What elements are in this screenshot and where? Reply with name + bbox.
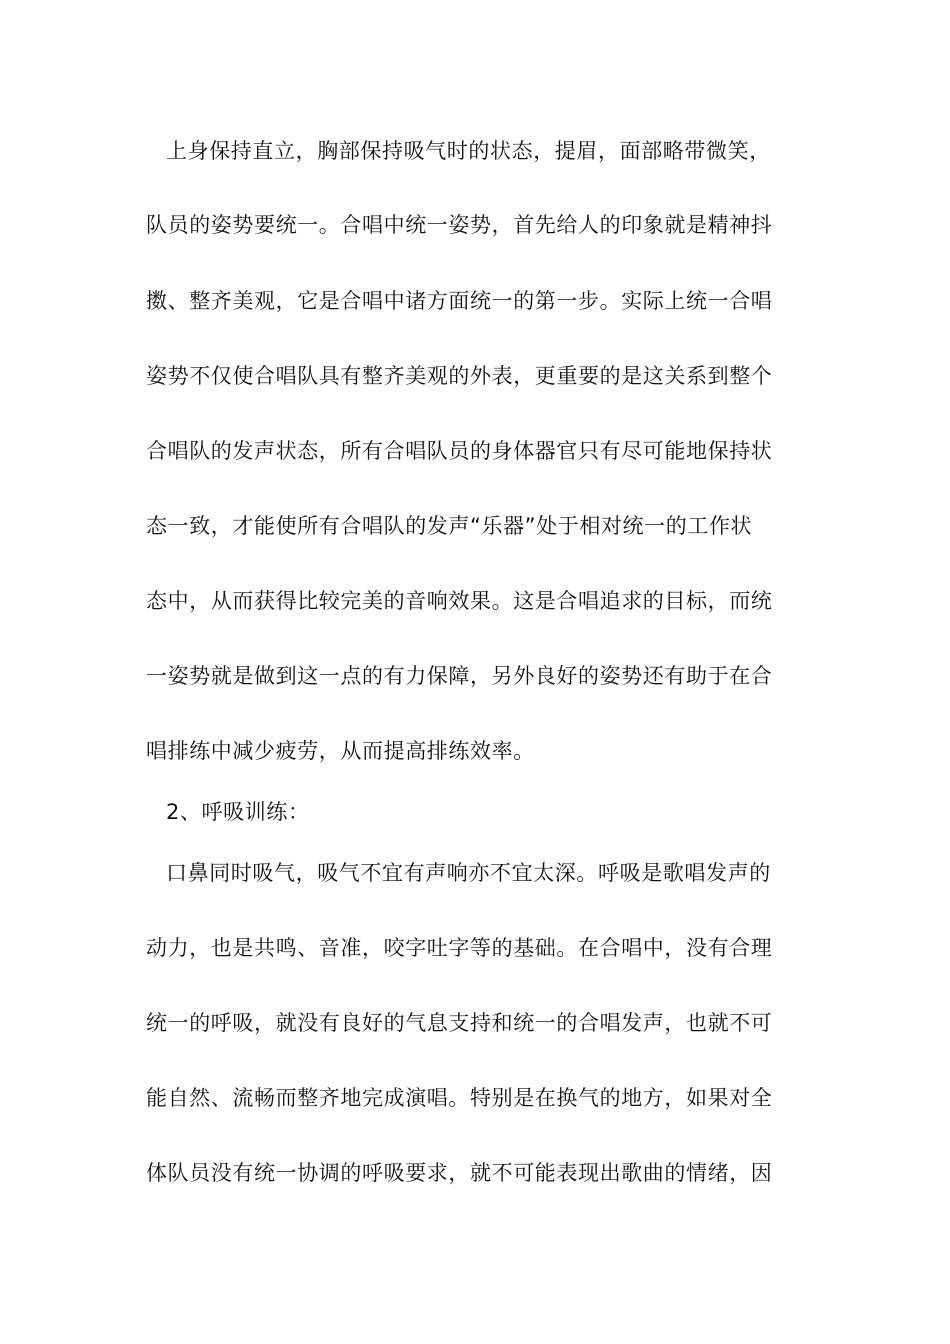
paragraph-2-line-5: 体队员没有统一协调的呼吸要求，就不可能表现出歌曲的情绪，因: [146, 1161, 773, 1185]
paragraph-2-line-2: 动力，也是共鸣、音准，咬字吐字等的基础。在合唱中，没有合理: [146, 936, 773, 960]
paragraph-2-line-3: 统一的呼吸，就没有良好的气息支持和统一的合唱发声，也就不可: [146, 1011, 773, 1035]
paragraph-1-line-4: 姿势不仅使合唱队具有整齐美观的外表，更重要的是这关系到整个: [146, 364, 773, 388]
paragraph-1-line-3: 擞、整齐美观，它是合唱中诸方面统一的第一步。实际上统一合唱: [146, 289, 773, 313]
paragraph-2-line-1: 口鼻同时吸气，吸气不宜有声响亦不宜太深。呼吸是歌唱发声的: [166, 861, 771, 885]
paragraph-2-line-4: 能自然、流畅而整齐地完成演唱。特别是在换气的地方，如果对全: [146, 1086, 773, 1110]
paragraph-1-line-6: 态一致，才能使所有合唱队的发声“乐器”处于相对统一的工作状: [146, 514, 753, 538]
paragraph-1-line-2: 队员的姿势要统一。合唱中统一姿势，首先给人的印象就是精神抖: [146, 213, 773, 237]
paragraph-1-line-7: 态中，从而获得比较完美的音响效果。这是合唱追求的目标，而统: [146, 589, 773, 613]
paragraph-1-line-5: 合唱队的发声状态，所有合唱队员的身体器官只有尽可能地保持状: [146, 439, 773, 463]
paragraph-1-line-1: 上身保持直立，胸部保持吸气时的状态，提眉，面部略带微笑，: [166, 139, 771, 163]
paragraph-1-line-9: 唱排练中减少疲劳，从而提高排练效率。: [146, 739, 535, 763]
section-heading: 2、呼吸训练：: [166, 800, 310, 824]
paragraph-1-line-8: 一姿势就是做到这一点的有力保障，另外良好的姿势还有助于在合: [146, 664, 773, 688]
